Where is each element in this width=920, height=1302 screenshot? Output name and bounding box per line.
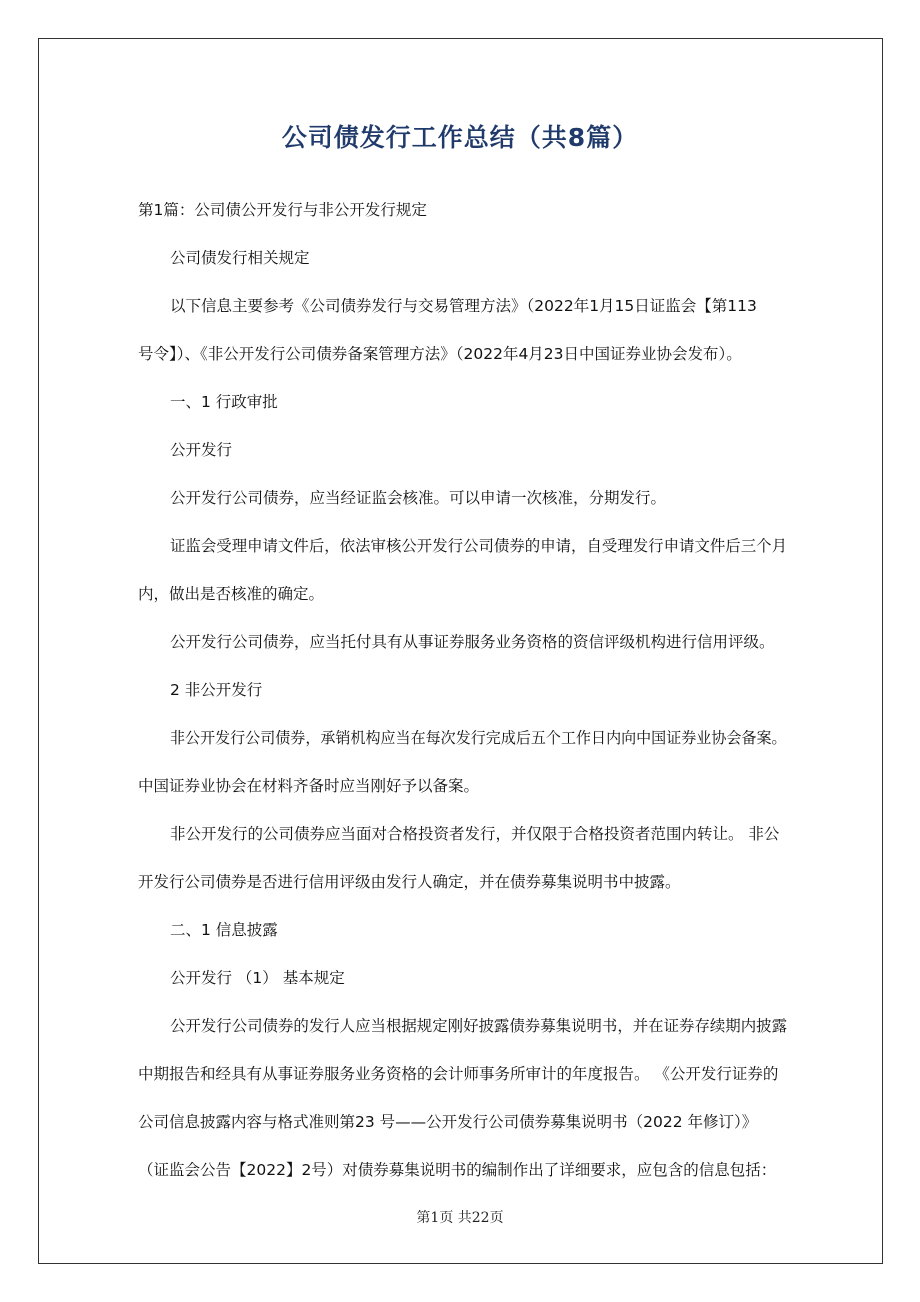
text-line: 公司信息披露内容与格式准则第23 号——公开发行公司债券募集说明书（2022 年修订）》	[138, 1113, 758, 1131]
text-line: 一、1 行政审批	[170, 393, 278, 411]
text-line: 公开发行公司债券，应当经证监会核准。可以申请一次核准，分期发行。	[170, 489, 667, 507]
text-line: 以下信息主要参考《公司债券发行与交易管理方法》（2022年1月15日证监会【第113	[170, 297, 757, 315]
text-line: 非公开发行的公司债券应当面对合格投资者发行，并仅限于合格投资者范围内转让。 非公	[170, 825, 780, 843]
text-line: 非公开发行公司债券，承销机构应当在每次发行完成后五个工作日内向中国证券业协会备案。	[170, 729, 787, 747]
text-line: 公开发行公司债券，应当托付具有从事证券服务业务资格的资信评级机构进行信用评级。	[170, 633, 775, 651]
text-line: 开发行公司债券是否进行信用评级由发行人确定，并在债券募集说明书中披露。	[138, 873, 681, 891]
text-line: 号令】）、《非公开发行公司债券备案管理方法》（2022年4月23日中国证券业协会发布）。	[138, 345, 742, 363]
text-line: 公开发行	[170, 441, 233, 459]
text-line: 公开发行公司债券的发行人应当根据规定刚好披露债券募集说明书，并在证券存续期内披露	[170, 1017, 788, 1035]
text-line: （证监会公告【2022】2号）对债券募集说明书的编制作出了详细要求，应包含的信息包括：	[138, 1161, 777, 1179]
text-line: 公司债发行相关规定	[170, 249, 310, 267]
text-line: 中期报告和经具有从事证券服务业务资格的会计师事务所审计的年度报告。 《公开发行证券的	[138, 1065, 779, 1083]
text-line: 证监会受理申请文件后，依法审核公开发行公司债券的申请，自受理发行申请文件后三个月	[170, 537, 788, 555]
text-line: 2 非公开发行	[170, 681, 263, 699]
text-line: 二、1 信息披露	[170, 921, 278, 939]
text-line: 内，做出是否核准的确定。	[138, 585, 325, 603]
text-line: 公开发行 （1） 基本规定	[170, 969, 345, 987]
document-title: 公司债发行工作总结（共8篇）	[281, 123, 639, 152]
page-footer: 第1页 共22页	[416, 1210, 504, 1226]
text-line: 中国证券业协会在材料齐备时应当刚好予以备案。	[138, 777, 480, 795]
text-line: 第1篇：公司债公开发行与非公开发行规定	[138, 201, 427, 219]
